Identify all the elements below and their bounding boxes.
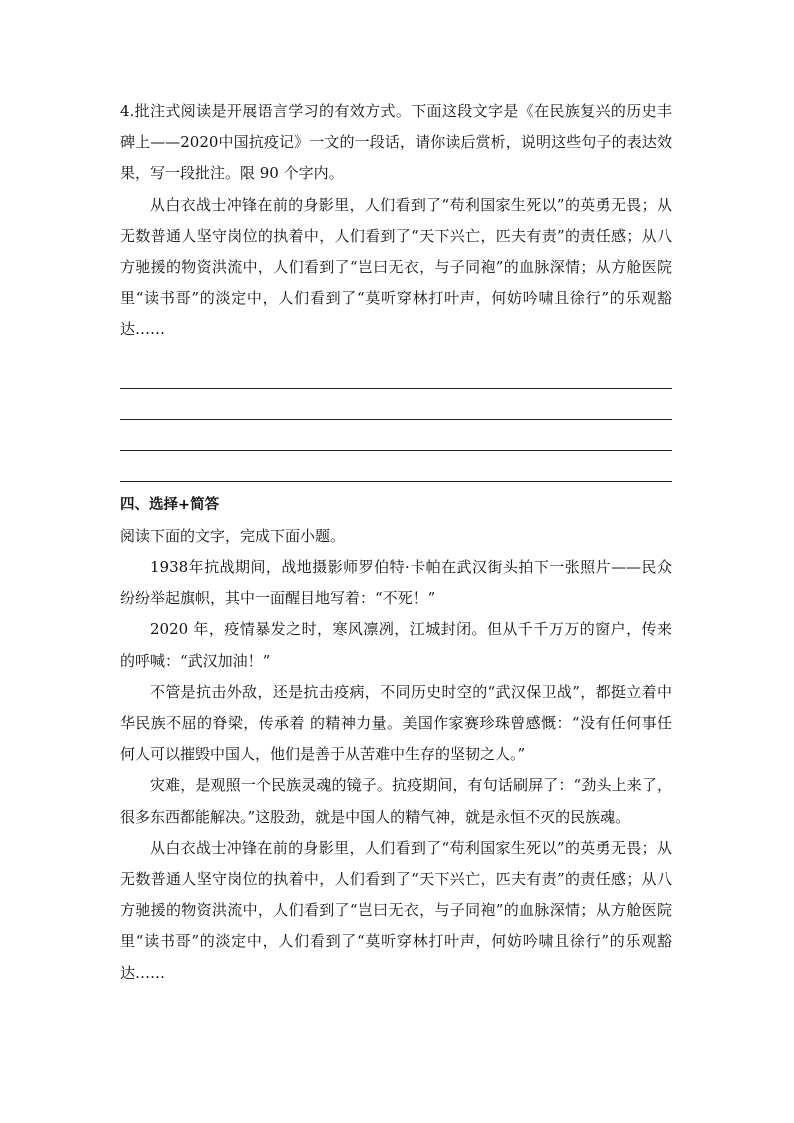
paragraph: 从白衣战士冲锋在前的身影里，人们看到了“苟利国家生死以”的英勇无畏；从无数普通人坚守岗位的执着中，人们看到了“天下兴亡，匹夫有责”的责任感；从八方驰援的物资洪流中，人们看到了“岂曰无衣，与子同袍”的血脉深情；从方舱医院里“读书哥”的淡定中，人们看到了“莫听穿林打叶声，何妨吟啸且徐行”的乐观豁达…… <box>120 838 672 982</box>
section-instruction: 阅读下面的文字，完成下面小题。 <box>120 526 346 545</box>
answer-line[interactable] <box>120 420 672 451</box>
paragraph: 灾难，是观照一个民族灵魂的镜子。抗疫期间，有句话刷屏了：“劲头上来了，很多东西都能解决。”这股劲，就是中国人的精气神，就是永恒不灭的民族魂。 <box>120 776 672 826</box>
answer-line[interactable] <box>120 389 672 420</box>
paragraph: 1938年抗战期间，战地摄影师罗伯特·卡帕在武汉街头拍下一张照片——民众纷纷举起旗帜，其中一面醒目地写着：“不死！” <box>120 558 672 608</box>
question-4-prompt: 4.批注式阅读是开展语言学习的有效方式。下面这段文字是《在民族复兴的历史丰碑上——2020中国抗疫记》一文的一段话，请你读后赏析，说明这些句子的表达效果，写一段批注。限 90 个字内。 <box>120 102 672 183</box>
answer-line[interactable] <box>120 358 672 389</box>
answer-line[interactable] <box>120 451 672 482</box>
section-heading: 四、选择+简答 <box>120 496 220 513</box>
answer-lines[interactable] <box>120 358 672 482</box>
paragraph: 不管是抗击外敌，还是抗击疫病，不同历史时空的“武汉保卫战”，都挺立着中华民族不屈的脊梁，传承着 的精神力量。美国作家赛珍珠曾感慨：“没有任何事任何人可以摧毁中国人，他们是善于从苦难中生存的坚韧之人。” <box>120 682 672 764</box>
document-page <box>120 96 672 989</box>
question-4-passage: 从白衣战士冲锋在前的身影里，人们看到了“苟利国家生死以”的英勇无畏；从无数普通人坚守岗位的执着中，人们看到了“天下兴亡，匹夫有责”的责任感；从八方驰援的物资洪流中，人们看到了“岂曰无衣，与子同袍”的血脉深情；从方舱医院里“读书哥”的淡定中，人们看到了“莫听穿林打叶声，何妨吟啸且徐行”的乐观豁达…… <box>120 195 672 339</box>
paragraph: 2020 年，疫情暴发之时，寒风凛冽，江城封闭。但从千千万万的窗户，传来 的呼喊：“武汉加油！” <box>120 620 672 670</box>
